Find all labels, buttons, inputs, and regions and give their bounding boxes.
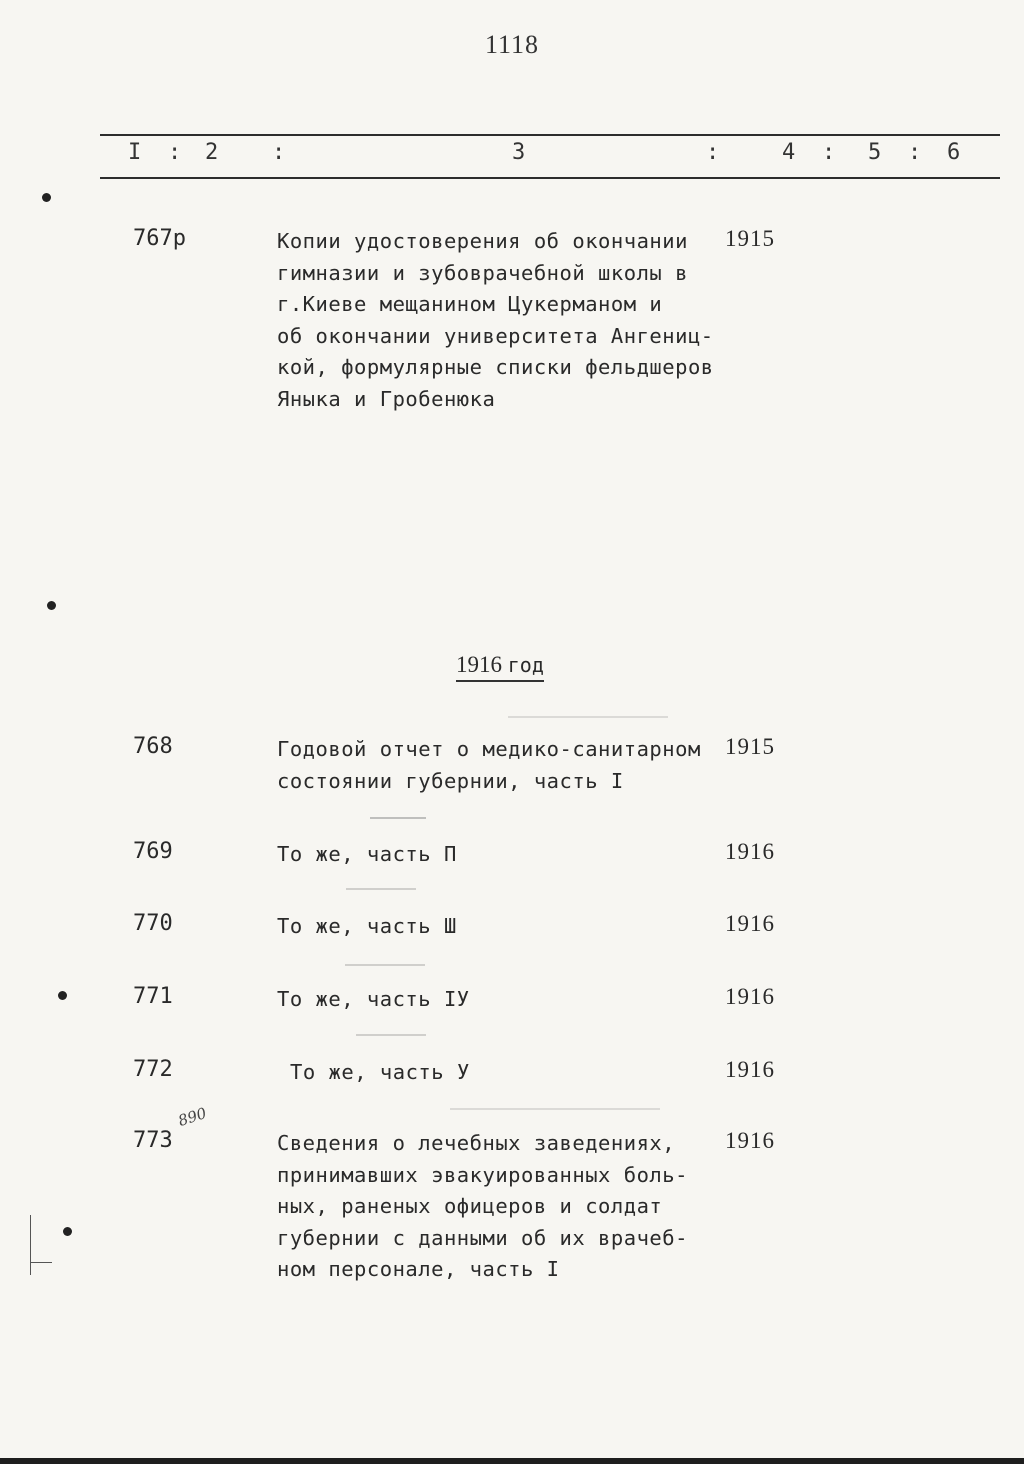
margin-dash-mark [30,1262,52,1263]
entry-year: 1915 [725,734,775,759]
entry-description: То же, часть У [290,1060,470,1084]
separator-speck [508,716,668,718]
entry-number: 771 [133,984,173,1009]
column-header-separator: : [168,140,182,165]
entry-description: Сведения о лечебных заведениях, принимавших эвакуированных боль- ных, раненых офицеров и солдат губернии с данными об их врачеб- ном персонале, часть I [277,1131,688,1281]
entry-description: То же, часть IУ [277,987,470,1011]
separator-speck [370,817,426,819]
entry-year: 1916 [725,1057,775,1082]
entry-number: 769 [133,839,173,864]
entry-description: То же, часть Ш [277,914,457,938]
entry-number: 767р [133,226,186,251]
entry-year: 1916 [725,1128,775,1153]
column-header-5: 5 [868,140,882,165]
binder-hole-mark [63,1227,72,1236]
column-header-separator: : [706,140,720,165]
binder-hole-mark [42,193,51,202]
entry-number: 768 [133,734,173,759]
column-header-4: 4 [782,140,796,165]
binder-hole-mark [58,991,67,1000]
handwritten-margin-note: 890 [175,1104,209,1130]
section-year-heading [456,652,544,682]
entry-year: 1916 [725,911,775,936]
separator-speck [450,1108,660,1110]
table-header-top-rule [100,134,1000,136]
entry-number: 773 [133,1128,173,1153]
column-header-separator: : [908,140,922,165]
section-year: 1916 [456,652,502,677]
column-header-2: 2 [205,140,219,165]
column-header-separator: : [822,140,836,165]
entry-description: Годовой отчет о медико-санитарном состоянии губернии, часть I [277,737,701,793]
entry-year: 1915 [725,226,775,251]
entry-description: Копии удостоверения об окончании гимназии и зубоврачебной школы в г.Киеве мещанином Цукерманом и об окончании университета Ангениц- кой, формулярные списки фельдшеров Яныка и Гробенюка [277,229,714,411]
page-number: 1118 [484,30,540,59]
column-header-6: 6 [947,140,961,165]
scan-bottom-edge [0,1458,1024,1464]
entry-year: 1916 [725,984,775,1009]
column-header-row [100,140,1000,170]
separator-speck [345,964,425,966]
margin-tick-mark [30,1215,31,1275]
column-header-1: I [128,140,142,165]
separator-speck [356,1034,426,1036]
entry-number: 770 [133,911,173,936]
entry-year: 1916 [725,839,775,864]
entry-number: 772 [133,1057,173,1082]
separator-speck [346,888,416,890]
section-year-word: год [507,653,544,677]
column-header-3: 3 [512,140,526,165]
table-header-bottom-rule [100,177,1000,179]
column-header-separator: : [272,140,286,165]
binder-hole-mark [47,601,56,610]
entry-description: То же, часть П [277,842,457,866]
